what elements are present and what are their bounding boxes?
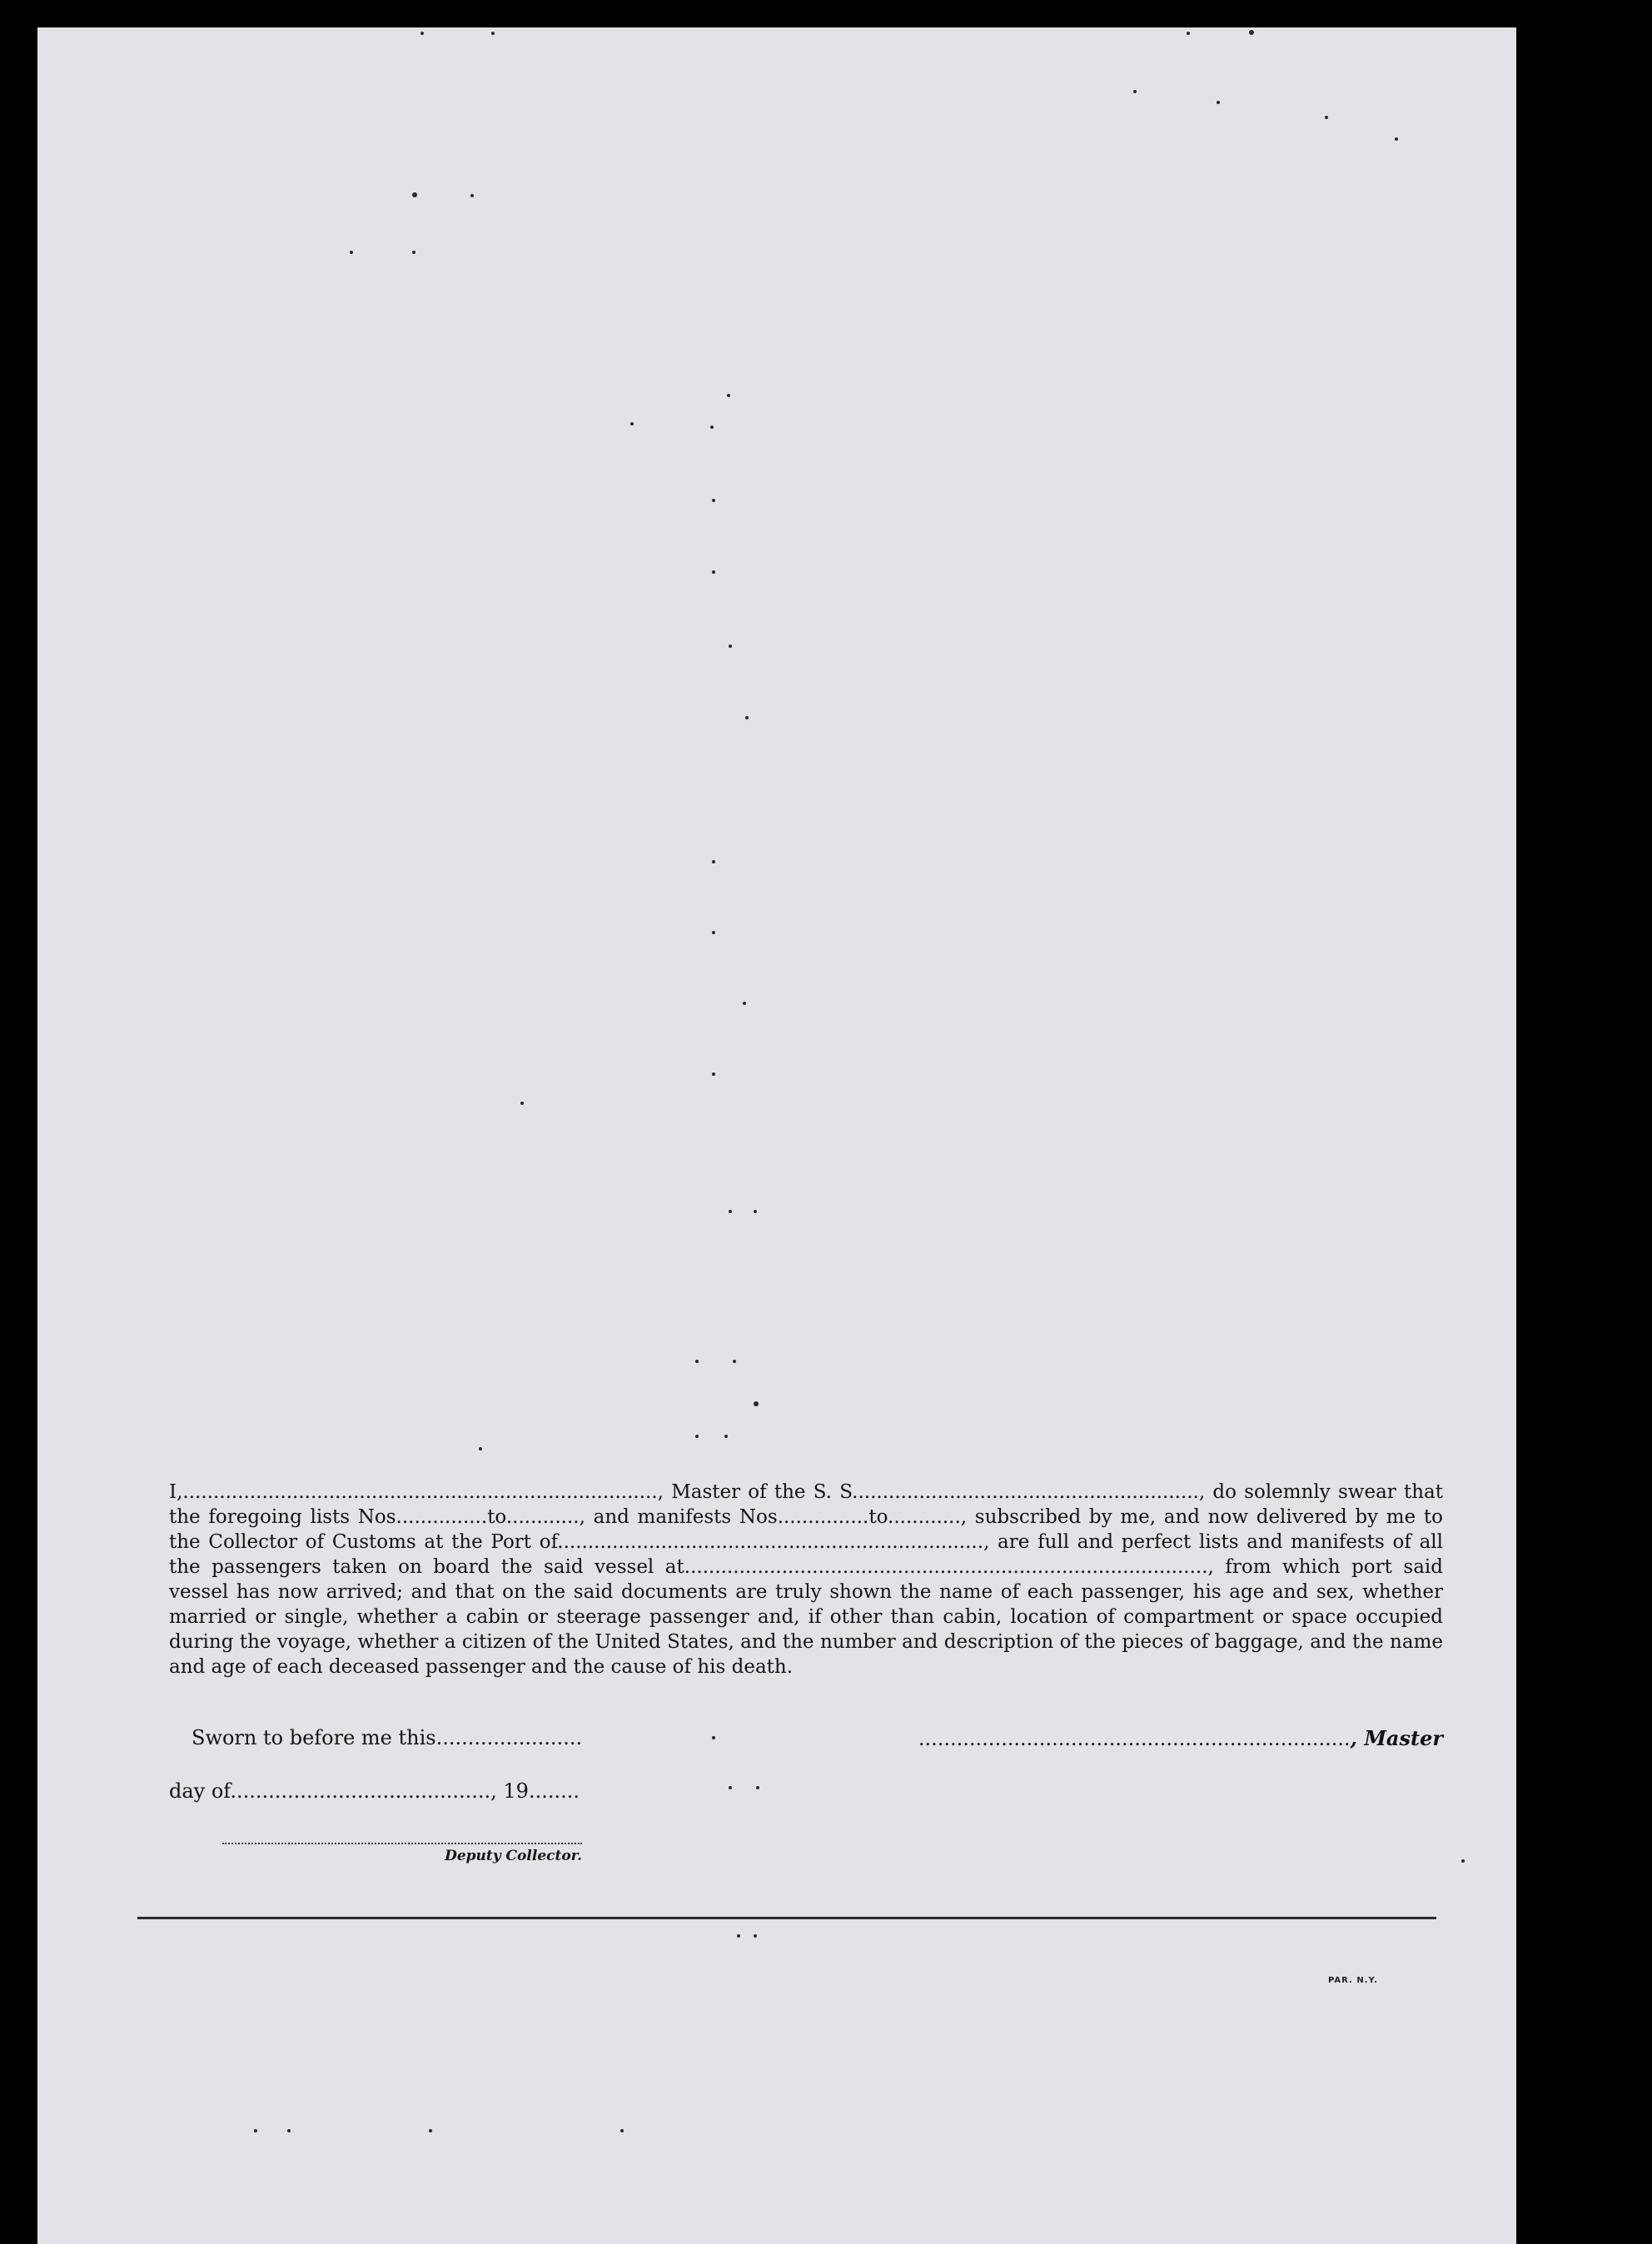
oath-subscribed: , subscribed by me, and now delivered by me to the Collector of Customs at the Port of [169, 1506, 1443, 1553]
speck [754, 1934, 757, 1938]
master-signature-blank: .................................................................... [918, 1727, 1351, 1750]
master-name-blank: .............................................................................. [182, 1481, 658, 1503]
port-blank: ...................................................................... [557, 1531, 984, 1553]
speck [479, 1447, 482, 1450]
sworn-statement [192, 1726, 582, 1749]
speck [350, 251, 353, 254]
oath-full-lists: , are full and perfect lists and manifests of all the passengers taken on board the said vessel at [169, 1531, 1443, 1578]
speck [712, 1736, 715, 1739]
manifests-from-blank: .............. [784, 1506, 869, 1528]
lists-to-blank: ............ [505, 1506, 580, 1528]
oath-manifests: , and manifests Nos. [579, 1506, 784, 1528]
deputy-signature-line [222, 1843, 582, 1844]
speck [429, 2129, 432, 2132]
speck [712, 860, 715, 863]
speck [470, 194, 474, 197]
printer-mark: PAR. N.Y. [1328, 1976, 1378, 1985]
divider-rule [137, 1917, 1436, 1919]
speck [724, 1435, 728, 1438]
speck [1249, 30, 1254, 35]
speck [756, 1786, 759, 1789]
speck [630, 422, 634, 425]
speck [737, 1934, 740, 1938]
oath-master-of: , Master of the S. S. [657, 1481, 858, 1503]
speck [754, 1401, 759, 1406]
master-signature-label: , Master [1350, 1726, 1443, 1750]
speck [412, 192, 417, 197]
day-row [169, 1779, 580, 1803]
oath-to-2: to [868, 1506, 888, 1528]
speck [712, 570, 715, 574]
speck [1187, 32, 1190, 35]
speck [712, 1072, 715, 1076]
day-text: day of [169, 1779, 231, 1803]
speck [743, 1002, 746, 1005]
oath-lead: I, [169, 1481, 183, 1503]
speck [1217, 101, 1220, 104]
speck [1325, 116, 1328, 119]
speck [729, 644, 732, 648]
sworn-text: Sworn to before me this [192, 1726, 436, 1749]
ship-name-blank: ........................................................ [858, 1481, 1199, 1503]
speck [745, 716, 749, 719]
speck [712, 499, 715, 502]
speck [695, 1360, 699, 1363]
speck [729, 1210, 732, 1213]
speck [695, 1435, 699, 1438]
lists-from-blank: .............. [401, 1506, 488, 1528]
speck [520, 1102, 524, 1105]
sworn-date-blank: ....................... [435, 1726, 583, 1749]
document-page [37, 27, 1516, 2244]
speck [620, 2129, 624, 2132]
speck [287, 2129, 291, 2132]
oath-rest: , from which port said vessel has now arrived; and that on the said documents are truly shown the name of each passenger, his age and sex, whether married or single, whether a cabin or steerage passenger and, if other than cabin, location of compartment or space occupied during the voyage, whether a citizen of the United States, and the number and description of the pieces of baggage, and the name and age of each deceased passenger and the cause of his death. [169, 1556, 1443, 1678]
speck [254, 2129, 257, 2132]
speck [1133, 90, 1137, 93]
day-blank: ......................................... [230, 1779, 491, 1803]
year-prefix: , 19 [490, 1779, 529, 1803]
manifests-to-blank: ............ [888, 1506, 961, 1528]
oath-do-solemnly: , do solemnly swear that the foregoing lists Nos. [169, 1481, 1443, 1528]
speck [727, 394, 730, 397]
master-signature [918, 1726, 1443, 1750]
oath-to-1: to [487, 1506, 506, 1528]
speck [754, 1210, 757, 1213]
year-blank: ........ [528, 1779, 580, 1803]
speck [1395, 137, 1398, 141]
speck [733, 1360, 736, 1363]
speck [420, 32, 424, 35]
speck [491, 32, 495, 35]
speck [412, 251, 415, 254]
departure-port-blank: ...................................................................................... [684, 1556, 1208, 1578]
deputy-collector-label: Deputy Collector. [445, 1848, 582, 1864]
speck [712, 931, 715, 934]
speck [1461, 1859, 1465, 1863]
oath-paragraph [169, 1480, 1443, 1679]
speck [710, 425, 714, 429]
speck [729, 1786, 732, 1789]
